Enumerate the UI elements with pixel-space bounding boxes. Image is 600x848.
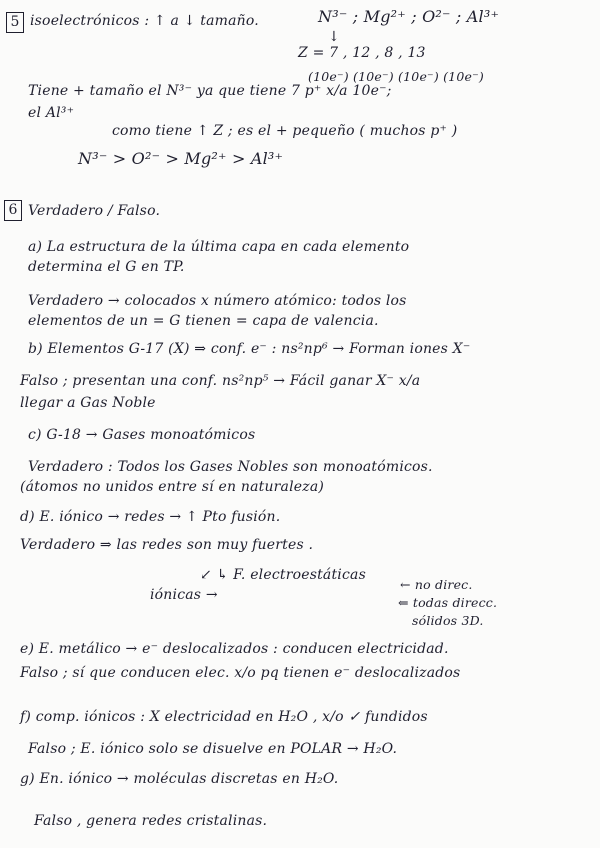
q5-atomic-numbers: Z = 7 , 12 , 8 , 13 (298, 45, 426, 61)
q6-d-statement: d) E. iónico → redes → ↑ Pto fusión. (20, 509, 281, 525)
q6-header: Verdadero / Falso. (28, 203, 161, 219)
q6-b-answer-1: Falso ; presentan una conf. ns²np⁵ → Fácil ganar X⁻ x/a (20, 373, 421, 389)
q6-g-statement: g) En. iónico → moléculas discretas en H₂O. (20, 771, 339, 787)
q6-e-statement: e) E. metálico → e⁻ deslocalizados : conducen electricidad. (20, 641, 449, 657)
q6-d-answer-2: ↙ ↳ F. electroestáticas (200, 567, 366, 583)
q5-down-arrow: ↓ (328, 29, 340, 45)
q6-a-answer-2: elementos de un = G tienen = capa de valencia. (28, 313, 379, 329)
q5-size-order: N³⁻ > O²⁻ > Mg²⁺ > Al³⁺ (78, 149, 284, 168)
q5-explanation-2a: el Al³⁺ (28, 105, 75, 121)
q6-c-answer-1: Verdadero : Todos los Gases Nobles son monoatómicos. (28, 459, 433, 475)
q6-e-answer-1: Falso ; sí que conducen elec. x/o pq tienen e⁻ deslocalizados (20, 665, 461, 681)
q6-d-answer-1: Verdadero ⇒ las redes son muy fuertes . (20, 537, 314, 553)
question-5-number: 5 (6, 12, 24, 33)
q6-a-statement-2: determina el G en TP. (28, 259, 185, 275)
q6-f-statement: f) comp. iónicos : X electricidad en H₂O , x/o ✓ fundidos (20, 709, 428, 725)
q6-f-answer-1: Falso ; E. iónico solo se disuelve en POLAR → H₂O. (28, 741, 398, 757)
q6-d-answer-3: iónicas → (150, 587, 218, 603)
q6-a-answer-1: Verdadero → colocados x número atómico: todos los (28, 293, 407, 309)
q6-c-answer-2: (átomos no unidos entre sí en naturaleza) (20, 479, 325, 495)
q6-d-answer-6: sólidos 3D. (412, 613, 484, 628)
q5-electron-counts: (10e⁻) (10e⁻) (10e⁻) (10e⁻) (308, 69, 484, 84)
q6-a-statement-1: a) La estructura de la última capa en cada elemento (28, 239, 410, 255)
q5-header: isoelectrónicos : ↑ a ↓ tamaño. (30, 13, 259, 29)
q5-ions-line: N³⁻ ; Mg²⁺ ; O²⁻ ; Al³⁺ (318, 7, 500, 26)
question-6-number: 6 (4, 200, 22, 221)
q6-g-answer-1: Falso , genera redes cristalinas. (34, 813, 268, 829)
q6-d-answer-4: ← no direc. (400, 577, 473, 592)
q6-b-statement: b) Elementos G-17 (X) ⇒ conf. e⁻ : ns²np⁶ → Forman iones X⁻ (28, 341, 471, 357)
q5-explanation-2b: como tiene ↑ Z ; es el + pequeño ( muchos p⁺ ) (112, 123, 458, 139)
q6-c-statement: c) G-18 → Gases monoatómicos (28, 427, 256, 443)
q6-d-answer-5: ⇐ todas direcc. (398, 595, 498, 610)
q5-explanation-1: Tiene + tamaño el N³⁻ ya que tiene 7 p⁺ x/a 10e⁻; (28, 83, 392, 99)
q6-b-answer-2: llegar a Gas Noble (20, 395, 156, 411)
